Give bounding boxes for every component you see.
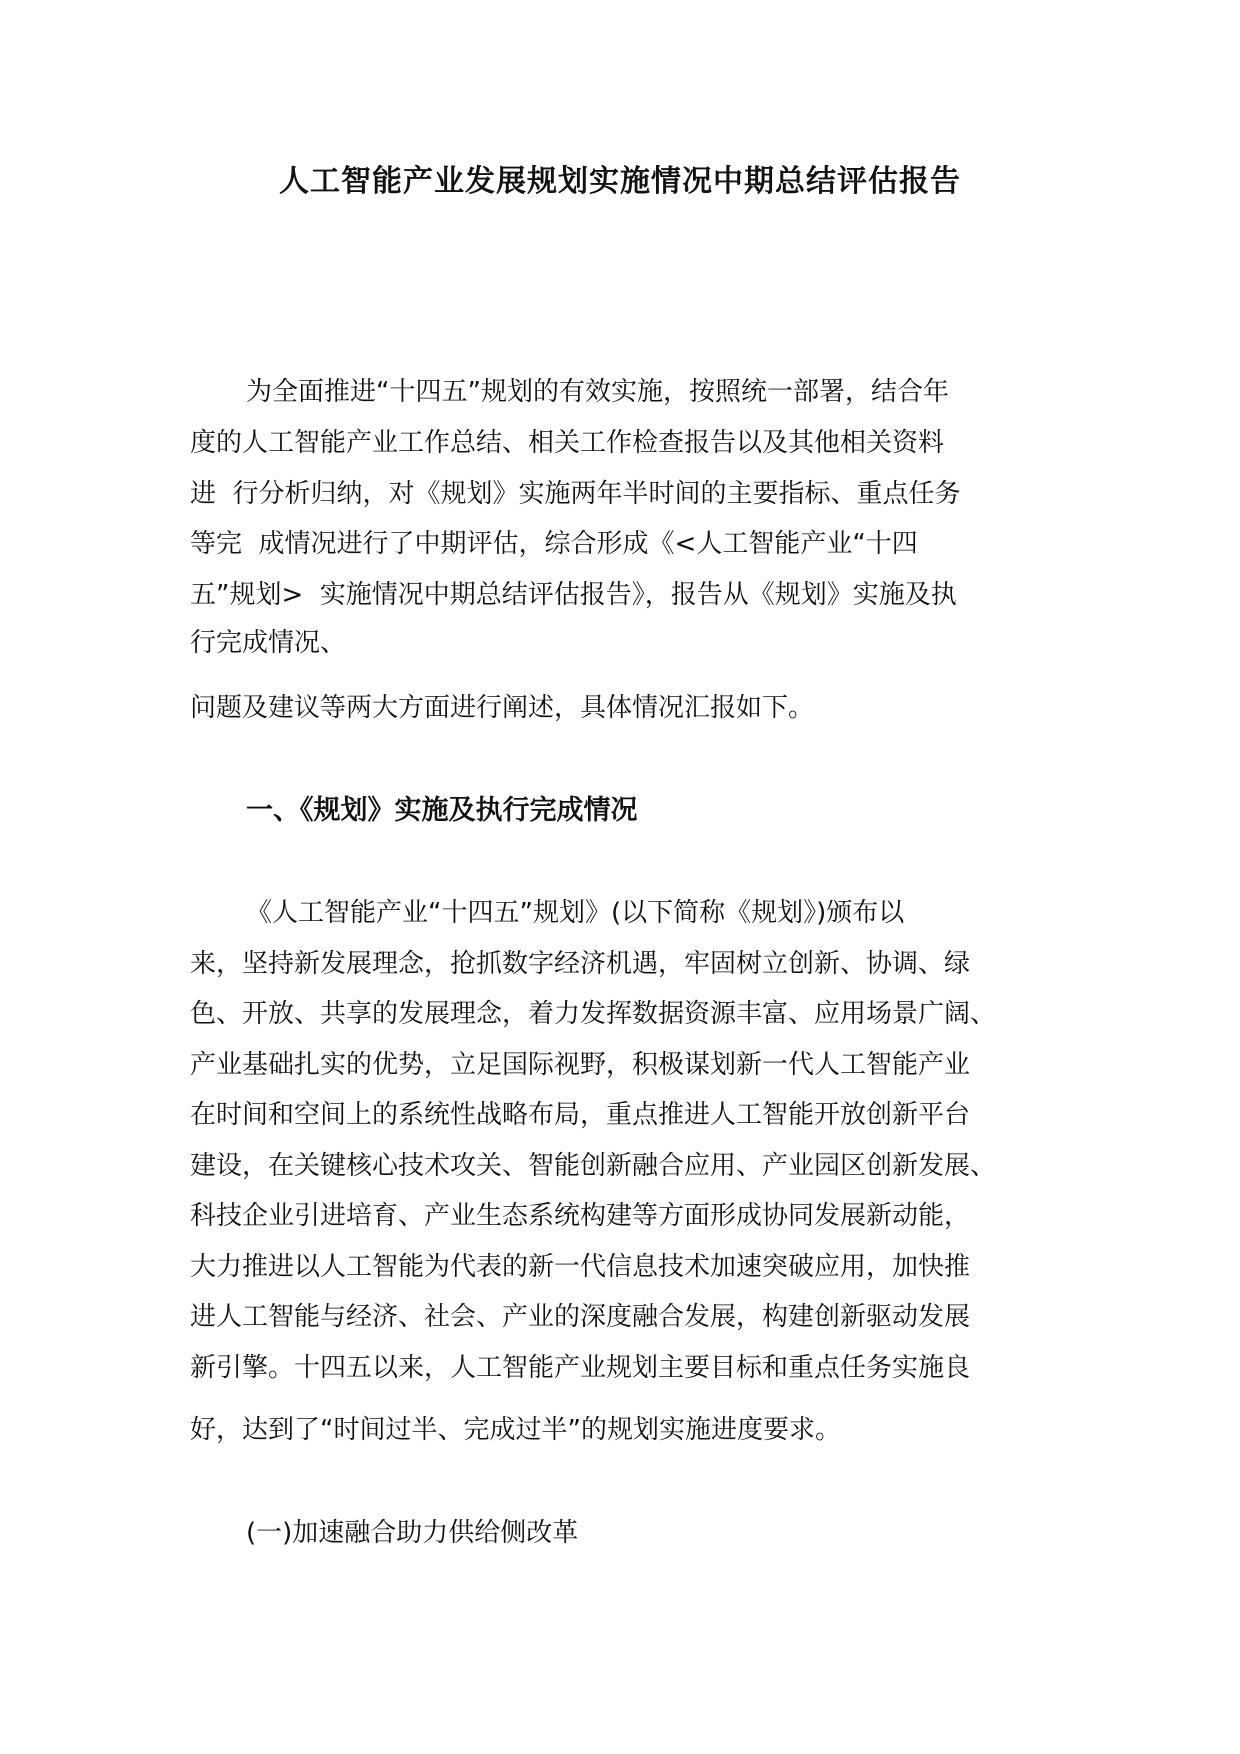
body-line: 产业基础扎实的优势，立足国际视野，积极谋划新一代人工智能产业 bbox=[190, 1050, 971, 1080]
subsection-heading: (一)加速融合助力供给侧改革 bbox=[246, 1518, 579, 1548]
body-line: 色、开放、共享的发展理念，着力发挥数据资源丰富、应用场景广阔、 bbox=[190, 999, 997, 1029]
body-line: 在时间和空间上的系统性战略布局，重点推进人工智能开放创新平台 bbox=[190, 1100, 971, 1130]
intro-line: 行完成情况、 bbox=[190, 628, 347, 658]
intro-line: 五”规划> 实施情况中期总结评估报告》，报告从《规划》实施及执 bbox=[190, 580, 957, 610]
body-line: 大力推进以人工智能为代表的新一代信息技术加速突破应用，加快推 bbox=[190, 1252, 971, 1282]
body-line: 来，坚持新发展理念，抢抓数字经济机遇，牢固树立创新、协调、绿 bbox=[190, 949, 971, 979]
section-heading: 一、《规划》实施及执行完成情况 bbox=[246, 795, 638, 826]
intro-line: 度的人工智能产业工作总结、相关工作检查报告以及其他相关资料 bbox=[190, 428, 945, 458]
body-line: 建设，在关键核心技术攻关、智能创新融合应用、产业园区创新发展、 bbox=[190, 1151, 997, 1181]
body-line: 新引擎。十四五以来，人工智能产业规划主要目标和重点任务实施良 bbox=[190, 1353, 971, 1383]
intro-line: 进 行分析归纳，对《规划》实施两年半时间的主要指标、重点任务 bbox=[190, 479, 961, 509]
intro-line: 等完 成情况进行了中期评估，综合形成《<人工智能产业“十四 bbox=[190, 529, 918, 559]
intro-line: 为全面推进“十四五”规划的有效实施，按照统一部署，结合年 bbox=[246, 377, 949, 407]
body-line: 好，达到了“时间过半、完成过半”的规划实施进度要求。 bbox=[190, 1415, 841, 1445]
body-line: 进人工智能与经济、社会、产业的深度融合发展，构建创新驱动发展 bbox=[190, 1302, 971, 1332]
intro-line: 问题及建议等两大方面进行阐述，具体情况汇报如下。 bbox=[190, 693, 815, 723]
body-line: 科技企业引进培育、产业生态系统构建等方面形成协同发展新动能， bbox=[190, 1201, 971, 1231]
body-line: 《人工智能产业“十四五”规划》(以下简称《规划》)颁布以 bbox=[246, 898, 905, 928]
document-title: 人工智能产业发展规划实施情况中期总结评估报告 bbox=[279, 164, 961, 199]
